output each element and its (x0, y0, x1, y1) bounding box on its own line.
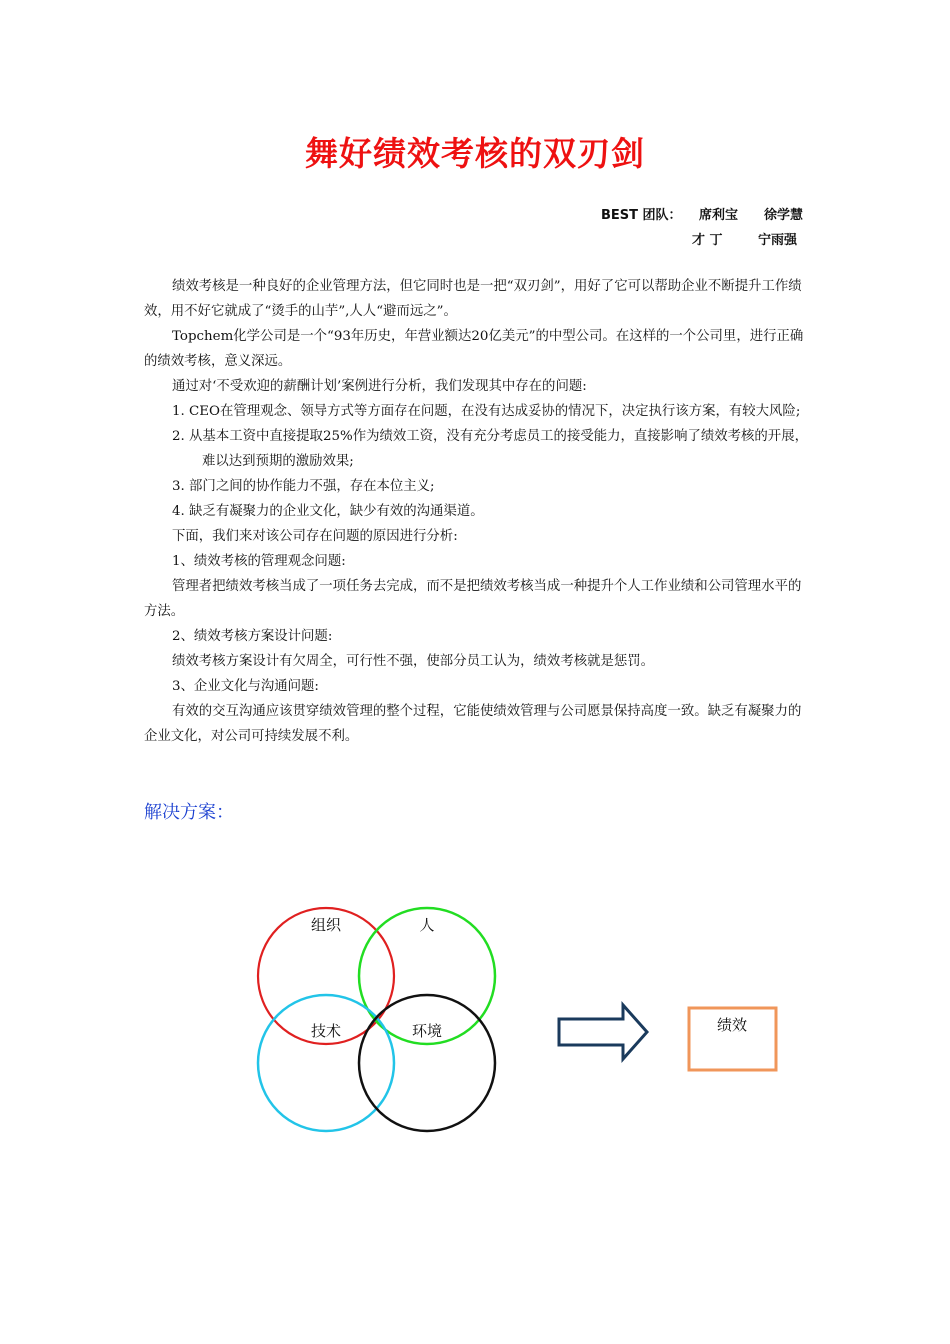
problem-list-item: 3. 部门之间的协作能力不强，存在本位主义; (172, 479, 435, 494)
right-arrow-icon (559, 1005, 647, 1059)
circle-label: 技术 (310, 1022, 342, 1040)
document-title: 舞好绩效考核的双刃剑 (305, 134, 645, 173)
solution-heading: 解决方案： (144, 802, 234, 823)
analysis-body: 有效的交互沟通应该贯穿绩效管理的整个过程，它能使绩效管理与公司愿景保持高度一致。缺乏有凝聚力的企业文化，对公司可持续发展不利。 (144, 704, 802, 744)
circle-label: 组织 (310, 916, 342, 934)
analysis-heading: 3、企业文化与沟通问题: (172, 679, 319, 694)
analysis-heading: 2、绩效考核方案设计问题: (172, 629, 333, 644)
team-label: BEST 团队： (601, 208, 682, 223)
problem-list-item: 4. 缺乏有凝聚力的企业文化，缺少有效的沟通渠道。 (172, 504, 484, 519)
paragraph: 通过对‘不受欢迎的薪酬计划’案例进行分析，我们发现其中存在的问题: (172, 379, 587, 394)
analysis-heading: 1、绩效考核的管理观念问题: (172, 554, 346, 569)
paragraph: 下面，我们来对该公司存在问题的原因进行分析: (172, 529, 458, 544)
author-name: 徐学慧 (764, 208, 804, 223)
problem-list-item: 2. 从基本工资中直接提取25%作为绩效工资，没有充分考虑员工的接受能力，直接影响了绩效考核的开展，难以达到预期的激励效果; (172, 429, 808, 469)
author-name: 才 丁 (692, 233, 723, 248)
circle-label: 人 (419, 916, 435, 934)
analysis-body: 绩效考核方案设计有欠周全，可行性不强，使部分员工认为，绩效考核就是惩罚。 (172, 654, 655, 669)
author-name: 宁雨强 (758, 233, 798, 248)
circle-environment (359, 995, 495, 1131)
author-name: 席利宝 (699, 208, 739, 223)
circle-label: 环境 (411, 1022, 443, 1040)
performance-label: 绩效 (716, 1016, 748, 1034)
problem-list-item: 1. CEO在管理观念、领导方式等方面存在问题，在没有达成妥协的情况下，决定执行该方案，有较大风险; (172, 404, 801, 419)
analysis-body: 管理者把绩效考核当成了一项任务去完成，而不是把绩效考核当成一种提升个人工作业绩和公司管理水平的方法。 (144, 579, 802, 619)
paragraph: Topchem化学公司是一个“93年历史，年营业额达20亿美元”的中型公司。在这样的一个公司里，进行正确的绩效考核，意义深远。 (144, 329, 804, 369)
paragraph: 绩效考核是一种良好的企业管理方法，但它同时也是一把“双刃剑”，用好了它可以帮助企业不断提升工作绩效，用不好它就成了“烫手的山芋”,人人“避而远之”。 (144, 279, 802, 319)
circle-technology (258, 995, 394, 1131)
